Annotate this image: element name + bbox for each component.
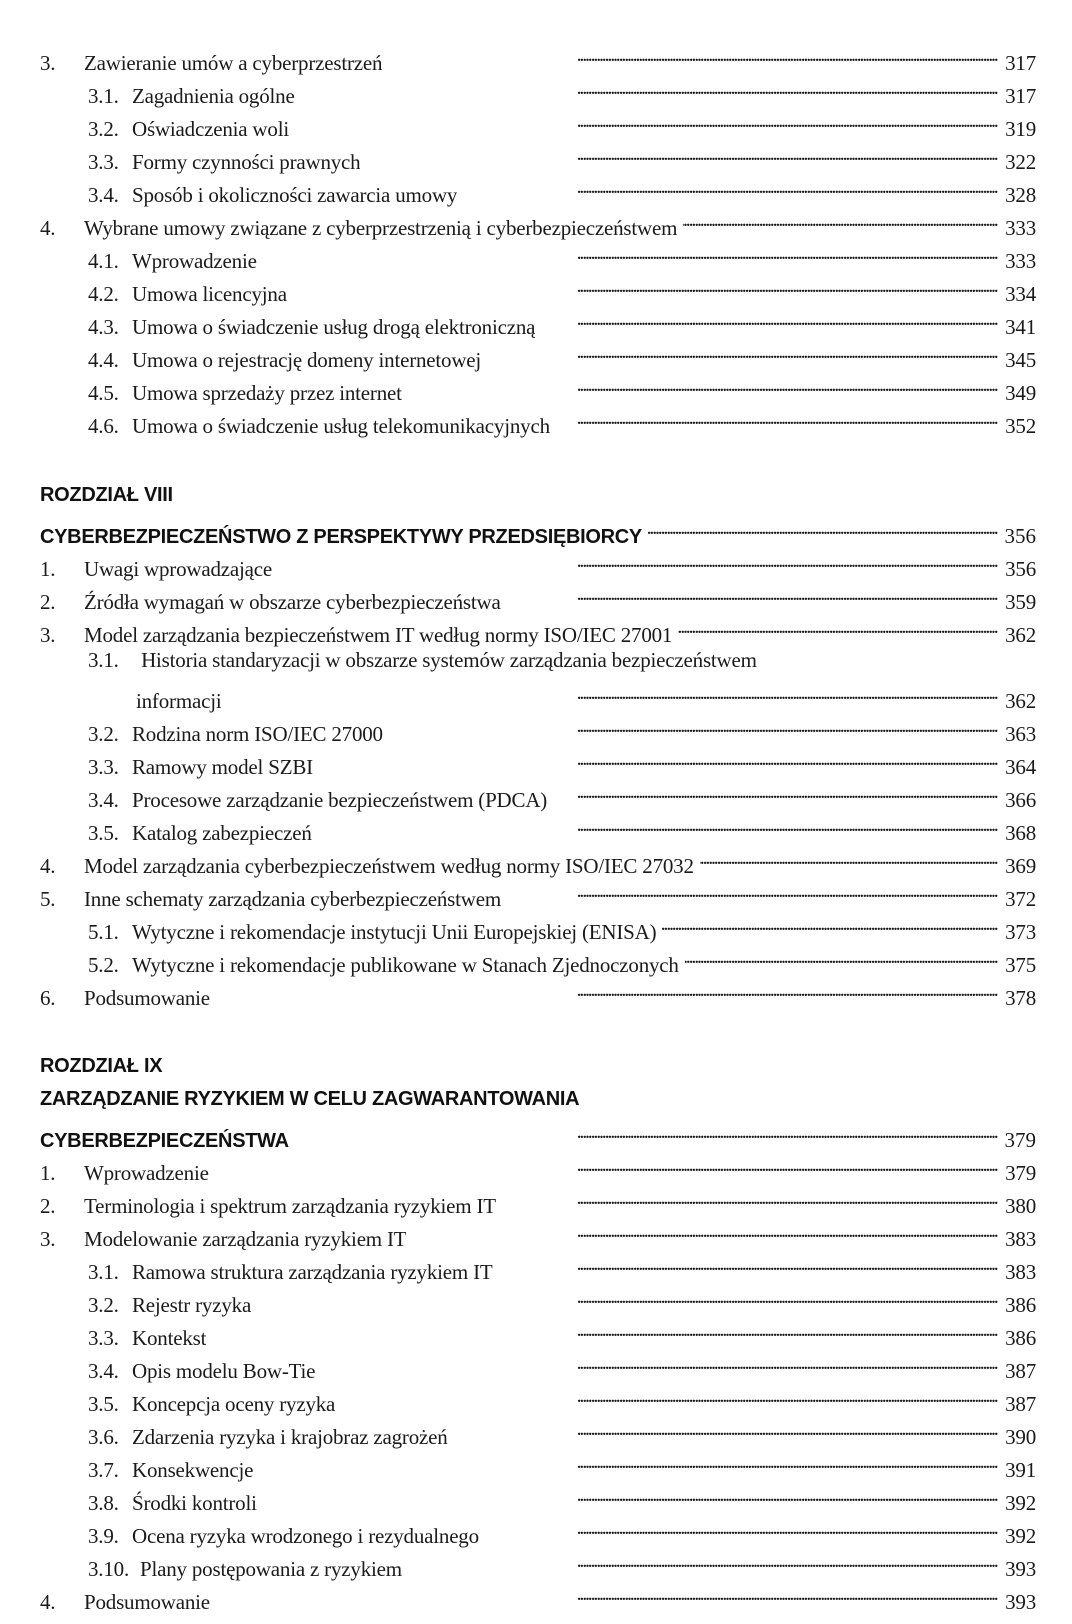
entry-number: 3.4. — [88, 788, 119, 812]
entry-title: Wytyczne i rekomendacje instytucji Unii Europejskiej (ENISA) — [132, 920, 657, 944]
entry-page: 392 — [1005, 1524, 1036, 1548]
toc-entry[interactable] — [88, 1513, 1036, 1548]
entry-title-continuation: informacji — [136, 689, 222, 713]
dot-leader — [556, 403, 998, 433]
entry-page: 392 — [1005, 1491, 1036, 1515]
entry-title: Wprowadzenie — [132, 249, 257, 273]
entry-page: 334 — [1005, 282, 1036, 306]
dot-leader — [685, 942, 998, 972]
dot-leader — [541, 304, 998, 334]
entry-number: 3.2. — [88, 722, 119, 746]
entry-title: Umowa licencyjna — [132, 282, 287, 306]
entry-page: 380 — [1005, 1194, 1036, 1218]
entry-title: Konsekwencje — [132, 1458, 254, 1482]
entry-page: 333 — [1005, 216, 1036, 240]
dot-leader — [507, 876, 998, 906]
dot-leader — [341, 1381, 998, 1411]
toc-entry[interactable] — [40, 579, 1036, 614]
chapter-title-line1: ZARZĄDZANIE RYZYKIEM W CELU ZAGWARANTOWANIA — [40, 1088, 580, 1110]
dot-leader — [507, 579, 998, 609]
toc-entry[interactable] — [40, 1183, 1036, 1218]
chapter-label: ROZDZIAŁ IX — [40, 1055, 163, 1077]
toc-entry[interactable] — [88, 810, 1036, 845]
toc-entry[interactable] — [88, 139, 1036, 174]
entry-number: 3.3. — [88, 1326, 119, 1350]
entry-title: Kontekst — [132, 1326, 207, 1350]
entry-number: 1. — [40, 1161, 56, 1185]
dot-leader — [648, 513, 998, 543]
toc-entry[interactable] — [40, 546, 1036, 581]
entry-number: 4.4. — [88, 348, 119, 372]
toc-entry[interactable] — [88, 304, 1036, 339]
entry-number: 3.10. — [88, 1557, 130, 1581]
toc-entry[interactable] — [40, 1216, 1036, 1251]
entry-page: 369 — [1005, 854, 1036, 878]
entry-page: 341 — [1005, 315, 1036, 339]
chapter-page: 356 — [1004, 524, 1036, 548]
entry-page: 390 — [1005, 1425, 1036, 1449]
toc-entry[interactable] — [40, 205, 1036, 240]
entry-number: 4.1. — [88, 249, 119, 273]
dot-leader — [463, 172, 998, 202]
entry-title: Podsumowanie — [84, 1590, 210, 1614]
entry-page: 362 — [1005, 689, 1036, 713]
entry-title: Modelowanie zarządzania ryzykiem IT — [84, 1227, 407, 1251]
chapter-label: ROZDZIAŁ VIII — [40, 484, 173, 506]
entry-title: Inne schematy zarządzania cyberbezpieczeństwem — [84, 887, 501, 911]
entry-number: 3.8. — [88, 1491, 119, 1515]
toc-entry[interactable] — [88, 271, 1036, 306]
chapter-page: 379 — [1004, 1128, 1036, 1152]
entry-number: 4.3. — [88, 315, 119, 339]
entry-number: 3.1. — [88, 648, 119, 672]
toc-entry[interactable] — [40, 1579, 1036, 1614]
dot-leader — [408, 370, 998, 400]
entry-page: 387 — [1005, 1392, 1036, 1416]
entry-number: 3.6. — [88, 1425, 119, 1449]
toc-entry[interactable] — [40, 612, 1036, 647]
toc-entry[interactable] — [88, 403, 1036, 438]
dot-leader — [227, 678, 998, 708]
entry-page: 362 — [1005, 623, 1036, 647]
entry-page: 372 — [1005, 887, 1036, 911]
chapter-title-entry[interactable] — [40, 513, 1036, 548]
toc-entry[interactable] — [40, 40, 1036, 75]
entry-number: 5. — [40, 887, 56, 911]
entry-number: 6. — [40, 986, 56, 1010]
entry-page: 356 — [1005, 557, 1036, 581]
entry-title: Źródła wymagań w obszarze cyberbezpieczeństwa — [84, 590, 501, 614]
dot-leader — [216, 975, 998, 1005]
entry-title: Umowa o świadczenie usług drogą elektroniczną — [132, 315, 536, 339]
entry-number: 3.1. — [88, 84, 119, 108]
entry-page: 386 — [1005, 1293, 1036, 1317]
toc-entry[interactable] — [88, 1381, 1036, 1416]
entry-number: 3. — [40, 623, 56, 647]
entry-number: 4.2. — [88, 282, 119, 306]
entry-number: 3.4. — [88, 1359, 119, 1383]
entry-page: 379 — [1005, 1161, 1036, 1185]
toc-entry[interactable] — [88, 1480, 1036, 1515]
dot-leader — [301, 73, 998, 103]
dot-leader — [408, 1546, 998, 1576]
entry-page: 317 — [1005, 51, 1036, 75]
dot-leader — [388, 40, 998, 70]
dot-leader — [502, 1183, 998, 1213]
entry-title: Zawieranie umów a cyberprzestrzeń — [84, 51, 383, 75]
entry-page: 387 — [1005, 1359, 1036, 1383]
entry-title: Katalog zabezpieczeń — [132, 821, 312, 845]
entry-title: Zdarzenia ryzyka i krajobraz zagrożeń — [132, 1425, 448, 1449]
entry-title: Koncepcja oceny ryzyka — [132, 1392, 336, 1416]
dot-leader — [259, 1447, 998, 1477]
entry-number: 3.9. — [88, 1524, 119, 1548]
entry-title: Umowa o rejestrację domeny internetowej — [132, 348, 482, 372]
entry-page: 378 — [1005, 986, 1036, 1010]
entry-title: Ocena ryzyka wrodzonego i rezydualnego — [132, 1524, 479, 1548]
chapter-title: CYBERBEZPIECZEŃSTWO Z PERSPEKTYWY PRZEDSIĘBIORCY — [40, 526, 642, 548]
entry-number: 4. — [40, 854, 56, 878]
dot-leader — [215, 1150, 998, 1180]
entry-title: Wytyczne i rekomendacje publikowane w Stanach Zjednoczonych — [132, 953, 679, 977]
dot-leader — [216, 1579, 998, 1609]
toc-entry[interactable] — [88, 1315, 1036, 1350]
entry-number: 4. — [40, 1590, 56, 1614]
dot-leader — [263, 238, 998, 268]
entry-number: 3.7. — [88, 1458, 119, 1482]
entry-page: 393 — [1005, 1590, 1036, 1614]
entry-page: 345 — [1005, 348, 1036, 372]
toc-entry[interactable] — [88, 777, 1036, 812]
entry-title: Historia standaryzacji w obszarze systemów zarządzania bezpieczeństwem — [141, 648, 757, 672]
entry-page: 352 — [1005, 414, 1036, 438]
dot-leader — [700, 843, 998, 873]
entry-number: 4. — [40, 216, 56, 240]
entry-title: Terminologia i spektrum zarządzania ryzykiem IT — [84, 1194, 496, 1218]
entry-title: Procesowe zarządzanie bezpieczeństwem (PDCA) — [132, 788, 548, 812]
dot-leader — [499, 1249, 999, 1279]
entry-page: 363 — [1005, 722, 1036, 746]
entry-title: Wybrane umowy związane z cyberprzestrzenią i cyberbezpieczeństwem — [84, 216, 678, 240]
toc-entry[interactable] — [88, 337, 1036, 372]
entry-number: 3.3. — [88, 150, 119, 174]
toc-entry[interactable] — [88, 1447, 1036, 1482]
entry-number: 3.2. — [88, 1293, 119, 1317]
toc-entry[interactable] — [40, 975, 1036, 1010]
dot-leader — [278, 546, 998, 576]
toc-entry[interactable] — [88, 370, 1036, 405]
dot-leader — [662, 909, 998, 939]
entry-title: Opis modelu Bow-Tie — [132, 1359, 316, 1383]
entry-page: 349 — [1005, 381, 1036, 405]
entry-page: 366 — [1005, 788, 1036, 812]
dot-leader — [295, 106, 998, 136]
toc-entry[interactable] — [88, 106, 1036, 141]
toc-entry[interactable] — [88, 1414, 1036, 1449]
entry-page: 328 — [1005, 183, 1036, 207]
entry-title: Ramowa struktura zarządzania ryzykiem IT — [132, 1260, 493, 1284]
entry-number: 2. — [40, 590, 56, 614]
dot-leader — [485, 1513, 998, 1543]
entry-title: Środki kontroli — [132, 1491, 257, 1515]
entry-title: Ramowy model SZBI — [132, 755, 313, 779]
entry-title: Umowa sprzedaży przez internet — [132, 381, 402, 405]
dot-leader — [389, 711, 998, 741]
entry-page: 375 — [1005, 953, 1036, 977]
toc-entry[interactable] — [88, 1546, 1036, 1581]
entry-title: Model zarządzania cyberbezpieczeństwem według normy ISO/IEC 27032 — [84, 854, 694, 878]
entry-number: 3.5. — [88, 1392, 119, 1416]
toc-entry[interactable] — [88, 1348, 1036, 1383]
dot-leader — [487, 337, 998, 367]
toc-entry[interactable] — [88, 238, 1036, 273]
entry-number: 3.2. — [88, 117, 119, 141]
entry-number: 5.1. — [88, 920, 119, 944]
toc-entry-continuation[interactable] — [136, 678, 1036, 713]
entry-page: 322 — [1005, 150, 1036, 174]
dot-leader — [293, 271, 998, 301]
entry-title: Podsumowanie — [84, 986, 210, 1010]
toc-entry[interactable] — [40, 876, 1036, 911]
entry-page: 319 — [1005, 117, 1036, 141]
toc-entry[interactable] — [88, 1249, 1036, 1284]
toc-entry[interactable] — [88, 711, 1036, 746]
entry-title: Rejestr ryzyka — [132, 1293, 252, 1317]
dot-leader — [321, 1348, 998, 1378]
entry-number: 1. — [40, 557, 56, 581]
toc-entry[interactable] — [88, 744, 1036, 779]
entry-page: 393 — [1005, 1557, 1036, 1581]
entry-number: 3. — [40, 51, 56, 75]
dot-leader — [257, 1282, 998, 1312]
entry-number: 3. — [40, 1227, 56, 1251]
entry-page: 359 — [1005, 590, 1036, 614]
entry-title: Umowa o świadczenie usług telekomunikacyjnych — [132, 414, 550, 438]
entry-number: 3.3. — [88, 755, 119, 779]
toc-entry[interactable] — [40, 1150, 1036, 1185]
entry-title: Sposób i okoliczności zawarcia umowy — [132, 183, 458, 207]
entry-number: 3.1. — [88, 1260, 119, 1284]
dot-leader — [263, 1480, 998, 1510]
dot-leader — [319, 744, 998, 774]
entry-title: Wprowadzenie — [84, 1161, 209, 1185]
dot-leader — [318, 810, 998, 840]
entry-page: 391 — [1005, 1458, 1036, 1482]
entry-title: Uwagi wprowadzające — [84, 557, 273, 581]
entry-page: 368 — [1005, 821, 1036, 845]
dot-leader — [678, 612, 998, 642]
chapter-title-line2: CYBERBEZPIECZEŃSTWA — [40, 1130, 289, 1152]
dot-leader — [212, 1315, 998, 1345]
entry-number: 3.5. — [88, 821, 119, 845]
entry-number: 3.4. — [88, 183, 119, 207]
entry-title: Rodzina norm ISO/IEC 27000 — [132, 722, 383, 746]
dot-leader — [683, 205, 998, 235]
entry-number: 2. — [40, 1194, 56, 1218]
toc-entry[interactable] — [88, 909, 1036, 944]
entry-title: Plany postępowania z ryzykiem — [140, 1557, 402, 1581]
entry-page: 383 — [1005, 1227, 1036, 1251]
entry-number: 4.6. — [88, 414, 119, 438]
dot-leader — [412, 1216, 998, 1246]
entry-page: 317 — [1005, 84, 1036, 108]
dot-leader — [366, 139, 998, 169]
entry-title: Oświadczenia woli — [132, 117, 289, 141]
dot-leader — [553, 777, 998, 807]
entry-page: 386 — [1005, 1326, 1036, 1350]
entry-title: Formy czynności prawnych — [132, 150, 361, 174]
toc-entry[interactable] — [40, 843, 1036, 878]
chapter-title-entry[interactable] — [40, 1117, 1036, 1152]
dot-leader — [295, 1117, 998, 1147]
toc-entry[interactable] — [88, 73, 1036, 108]
toc-entry[interactable] — [88, 1282, 1036, 1317]
entry-page: 364 — [1005, 755, 1036, 779]
toc-entry[interactable] — [88, 942, 1036, 977]
entry-page: 373 — [1005, 920, 1036, 944]
entry-number: 5.2. — [88, 953, 119, 977]
entry-title: Model zarządzania bezpieczeństwem IT według normy ISO/IEC 27001 — [84, 623, 673, 647]
toc-entry[interactable] — [88, 172, 1036, 207]
entry-number: 4.5. — [88, 381, 119, 405]
entry-page: 383 — [1005, 1260, 1036, 1284]
entry-title: Zagadnienia ogólne — [132, 84, 295, 108]
toc-entry-line1[interactable] — [88, 645, 757, 675]
dot-leader — [454, 1414, 998, 1444]
entry-page: 333 — [1005, 249, 1036, 273]
